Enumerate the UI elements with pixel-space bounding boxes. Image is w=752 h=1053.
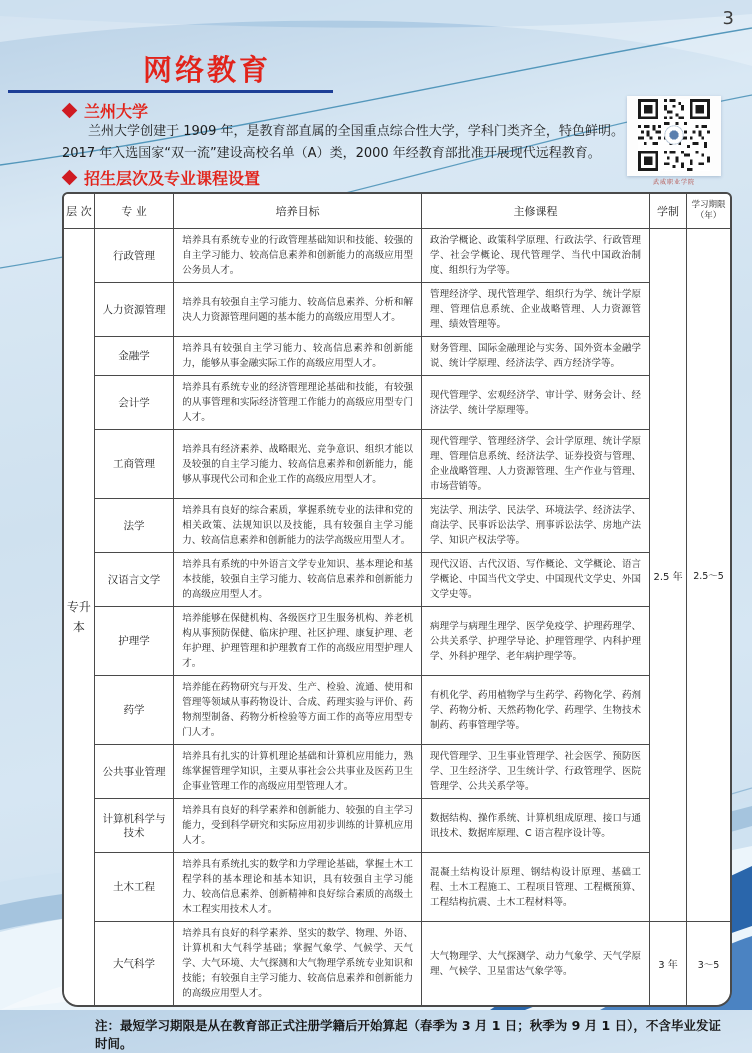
col-header-major: 专 业 [95,194,174,229]
page-number: 3 [722,8,734,29]
objective-cell: 培养具有经济素养、战略眼光、竞争意识、组织才能以及较强的自主学习能力、较高信息素养和创新能力，能够从事现代公司和企业工作的高级应用型人才。 [174,430,422,499]
period-cell: 2.5～5 [687,229,730,922]
section-heading-programs [64,166,260,189]
table-row [64,745,730,799]
courses-cell: 财务管理、国际金融理论与实务、国外资本金融学说、统计学原理、经济法学、西方经济学等。 [422,337,650,376]
duration-cell: 2.5 年 [650,229,687,922]
major-cell: 汉语言文学 [95,553,174,607]
programs-table-container [62,192,732,1007]
col-header-level: 层 次 [64,194,95,229]
objective-cell: 培养具有扎实的计算机理论基础和计算机应用能力，熟练掌握管理学知识，主要从事社会公共事业及医药卫生企事业管理工作的高级应用型管理人才。 [174,745,422,799]
page-header [0,0,752,192]
courses-cell: 现代管理学、卫生事业管理学、社会医学、预防医学、卫生经济学、卫生统计学、行政管理学、医院管理学、公共关系学等。 [422,745,650,799]
courses-cell: 数据结构、操作系统、计算机组成原理、接口与通讯技术、数据库原理、C 语言程序设计等。 [422,799,650,853]
courses-cell: 混凝土结构设计原理、钢结构设计原理、基础工程、土木工程施工、工程项目管理、工程概预算、工程结构抗震、土木工程材料等。 [422,853,650,922]
section-heading-programs-label: 招生层次及专业课程设置 [84,169,261,188]
objective-cell: 培养具有良好的科学素养、坚实的数学、物理、外语、计算机和大气科学基础；掌握气象学、气候学、天气学、大气环境、大气探测和大气物理学系统专业知识和技能；有较强自主学习能力、较高信息素养和创新能力的高级应用型人才。 [174,922,422,1005]
major-cell: 大气科学 [95,922,174,1005]
courses-cell: 大气物理学、大气探测学、动力气象学、天气学原理、气候学、卫星雷达气象学等。 [422,922,650,1005]
courses-cell: 有机化学、药用植物学与生药学、药物化学、药剂学、药物分析、天然药物化学、药理学、生物技术制药、药事管理学等。 [422,676,650,745]
table-row [64,229,730,283]
qr-caption: 武威职业学院 [652,179,695,186]
table-row [64,376,730,430]
level-cell: 专升本 [64,229,95,1005]
major-cell: 会计学 [95,376,174,430]
courses-cell: 病理学与病理生理学、医学免疫学、护理药理学、公共关系学、护理学导论、护理管理学、内科护理学、外科护理学、老年病护理学等。 [422,607,650,676]
programs-table [64,194,730,1005]
courses-cell: 现代管理学、宏观经济学、审计学、财务会计、经济法学、统计学原理等。 [422,376,650,430]
table-row [64,676,730,745]
courses-cell: 现代管理学、管理经济学、会计学原理、统计学原理、管理信息系统、经济法学、证券投资与管理、企业战略管理、人力资源管理、生产作业与管理、市场营销等。 [422,430,650,499]
objective-cell: 培养具有较强自主学习能力、较高信息素养、分析和解决人力资源管理问题的基本能力的高级应用型人才。 [174,283,422,337]
table-row [64,553,730,607]
objective-cell: 培养具有较强自主学习能力、较高信息素养和创新能力，能够从事金融实际工作的高级应用型人才。 [174,337,422,376]
col-header-objective: 培养目标 [174,194,422,229]
major-cell: 法学 [95,499,174,553]
table-row [64,799,730,853]
courses-cell: 政治学概论、政策科学原理、行政法学、行政管理学、社会学概论、现代管理学、当代中国政治制度、组织行为学等。 [422,229,650,283]
university-intro-paragraph: 兰州大学创建于 1909 年，是教育部直属的全国重点综合性大学，学科门类齐全，特色鲜明。2017 年入选国家“双一流”建设高校名单（A）类，2000 年经教育部批准开展现代远程教育。 [62,124,624,161]
objective-cell: 培养具有系统扎实的数学和力学理论基础，掌握土木工程学科的基本理论和基本知识，具有较强自主学习能力、较高信息素养、创新精神和良好综合素质的高级土木工程实用技术人才。 [174,853,422,922]
page-title: 网络教育 [143,53,272,87]
section-heading-university [64,99,148,122]
major-cell: 工商管理 [95,430,174,499]
diamond-bullet-icon [62,170,78,186]
table-header-row [64,194,730,229]
table-row [64,853,730,922]
major-cell: 土木工程 [95,853,174,922]
title-underline [8,90,333,93]
table-row [64,337,730,376]
courses-cell: 现代汉语、古代汉语、写作概论、文学概论、语言学概论、中国当代文学史、中国现代文学史、外国文学史等。 [422,553,650,607]
major-cell: 金融学 [95,337,174,376]
period-cell: 3～5 [687,922,730,1005]
objective-cell: 培养具有良好的科学素养和创新能力、较强的自主学习能力，受到科学研究和实际应用初步训练的计算机应用人才。 [174,799,422,853]
major-cell: 护理学 [95,607,174,676]
qr-code [627,96,721,176]
objective-cell: 培养具有系统专业的经济管理理论基础和技能，有较强的从事管理和实际经济管理工作能力的高级应用型专门人才。 [174,376,422,430]
objective-cell: 培养具有系统专业的行政管理基础知识和技能、较强的自主学习能力、较高信息素养和创新能力的高级应用型公务员人才。 [174,229,422,283]
objective-cell: 培养能够在保健机构、各级医疗卫生服务机构、养老机构从事预防保健、临床护理、社区护理、康复护理、老年护理、护理管理和护理教育工作的高级应用型护理人才。 [174,607,422,676]
footnote: 注：最短学习期限是从在教育部正式注册学籍后开始算起（春季为 3 月 1 日；秋季为 9 月 1 日），不含毕业发证时间。 [95,1018,721,1051]
objective-cell: 培养具有良好的综合素质，掌握系统专业的法律和党的相关政策、法规知识以及技能，具有较强自主学习能力、较高信息素养和创新能力的法学高级应用型人才。 [174,499,422,553]
objective-cell: 培养具有系统的中外语言文学专业知识、基本理论和基本技能，较强自主学习能力、较高信息素养和创新能力的高级应用型人才。 [174,553,422,607]
col-header-period: 学习期限（年） [687,194,730,229]
table-row [64,430,730,499]
courses-cell: 管理经济学、现代管理学、组织行为学、统计学原理、管理信息系统、企业战略管理、人力资源管理、绩效管理等。 [422,283,650,337]
table-row [64,283,730,337]
section-heading-university-label: 兰州大学 [84,102,149,121]
table-row [64,499,730,553]
table-row [64,922,730,1005]
major-cell: 计算机科学与技术 [95,799,174,853]
col-header-courses: 主修课程 [422,194,650,229]
diamond-bullet-icon [62,103,78,119]
major-cell: 药学 [95,676,174,745]
col-header-duration: 学制 [650,194,687,229]
qr-block [626,96,722,186]
duration-cell: 3 年 [650,922,687,1005]
table-row [64,607,730,676]
objective-cell: 培养能在药物研究与开发、生产、检验、流通、使用和管理等领域从事药物设计、合成、药理实验与评价、药物剂型制备、药物分析检验等方面工作的高等应用型专门人才。 [174,676,422,745]
major-cell: 行政管理 [95,229,174,283]
major-cell: 人力资源管理 [95,283,174,337]
courses-cell: 宪法学、刑法学、民法学、环境法学、经济法学、商法学、民事诉讼法学、刑事诉讼法学、房地产法学、知识产权法学等。 [422,499,650,553]
major-cell: 公共事业管理 [95,745,174,799]
